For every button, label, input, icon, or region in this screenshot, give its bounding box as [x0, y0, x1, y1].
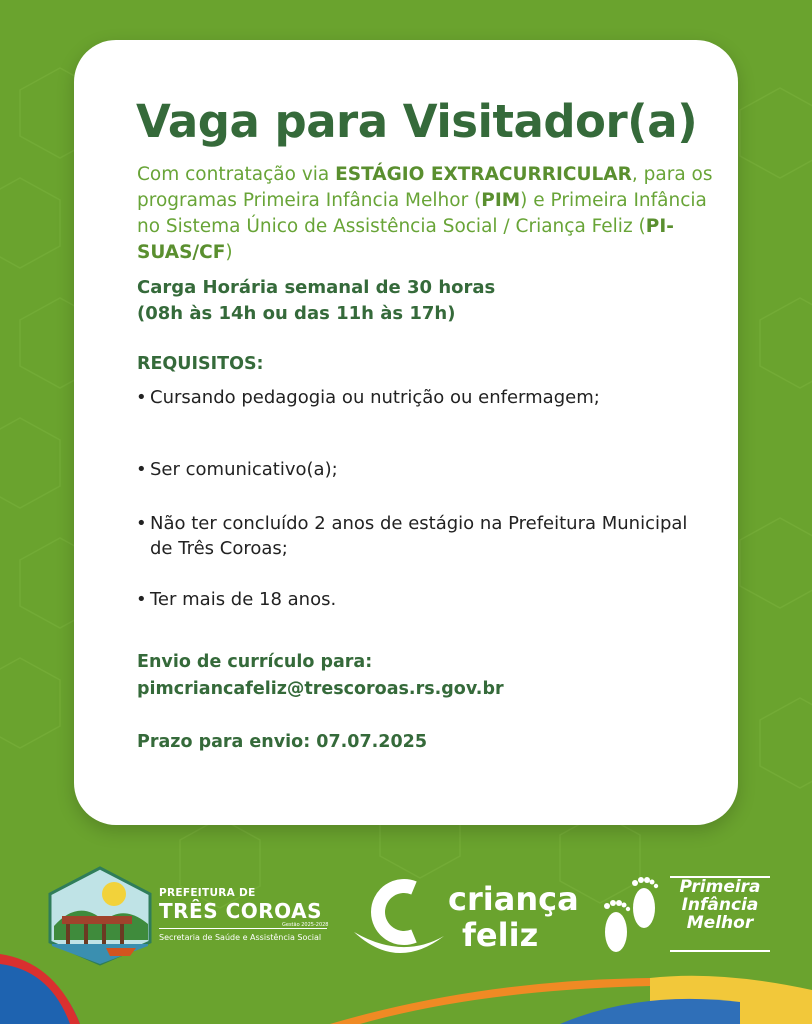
intro-segment: , para os programas Primeira Infância Melhor (	[137, 164, 713, 211]
workload-hours: Carga Horária semanal de 30 horas	[137, 277, 496, 298]
email-link[interactable]: pimcriancafeliz@trescoroas.rs.gov.br	[137, 679, 504, 699]
job-posting-card	[74, 40, 738, 825]
requirement-item: • Não ter concluído 2 anos de estágio na Prefeitura Municipal de Três Coroas;	[134, 511, 690, 561]
intro-highlight: PI-SUAS/CF	[137, 216, 674, 263]
crianca-word: criança	[448, 880, 579, 918]
intro-highlight: PIM	[481, 190, 521, 211]
tres-coroas-prefeitura: PREFEITURA DE	[159, 887, 256, 899]
requirement-item: • Ter mais de 18 anos.	[134, 587, 710, 612]
send-resume-label: Envio de currículo para:	[137, 652, 373, 672]
intro-segment: ) e Primeira Infância no Sistema Único de Assistência Social / Criança Feliz (	[137, 190, 707, 237]
page-title: Vaga para Visitador(a)	[136, 95, 698, 148]
tres-coroas-term: Gestão 2025-2028	[282, 922, 329, 928]
intro-segment: )	[225, 242, 233, 263]
intro-highlight: ESTÁGIO EXTRACURRICULAR	[335, 164, 632, 185]
divider	[159, 928, 327, 929]
pim-line2: Infância	[681, 895, 759, 915]
feliz-word: feliz	[462, 916, 539, 954]
intro-segment: Com contratação via	[137, 164, 336, 185]
requirement-item: • Ser comunicativo(a);	[134, 457, 710, 482]
intro-paragraph	[137, 162, 727, 266]
workload-text	[137, 275, 495, 327]
deadline-text: Prazo para envio: 07.07.2025	[137, 732, 427, 752]
workload-schedule: (08h às 14h ou das 11h às 17h)	[137, 303, 456, 324]
requirement-item: • Cursando pedagogia ou nutrição ou enfermagem;	[134, 385, 710, 410]
pim-wordmark	[668, 878, 772, 932]
decorative-bottom-bands	[0, 940, 812, 1024]
tres-coroas-secretaria: Secretaria de Saúde e Assistência Social	[159, 933, 322, 942]
pim-line1: Primeira	[679, 877, 761, 897]
requirements-heading: REQUISITOS:	[137, 354, 264, 374]
tres-coroas-name: TRÊS COROAS	[159, 899, 322, 923]
pim-line3: Melhor	[686, 913, 754, 933]
